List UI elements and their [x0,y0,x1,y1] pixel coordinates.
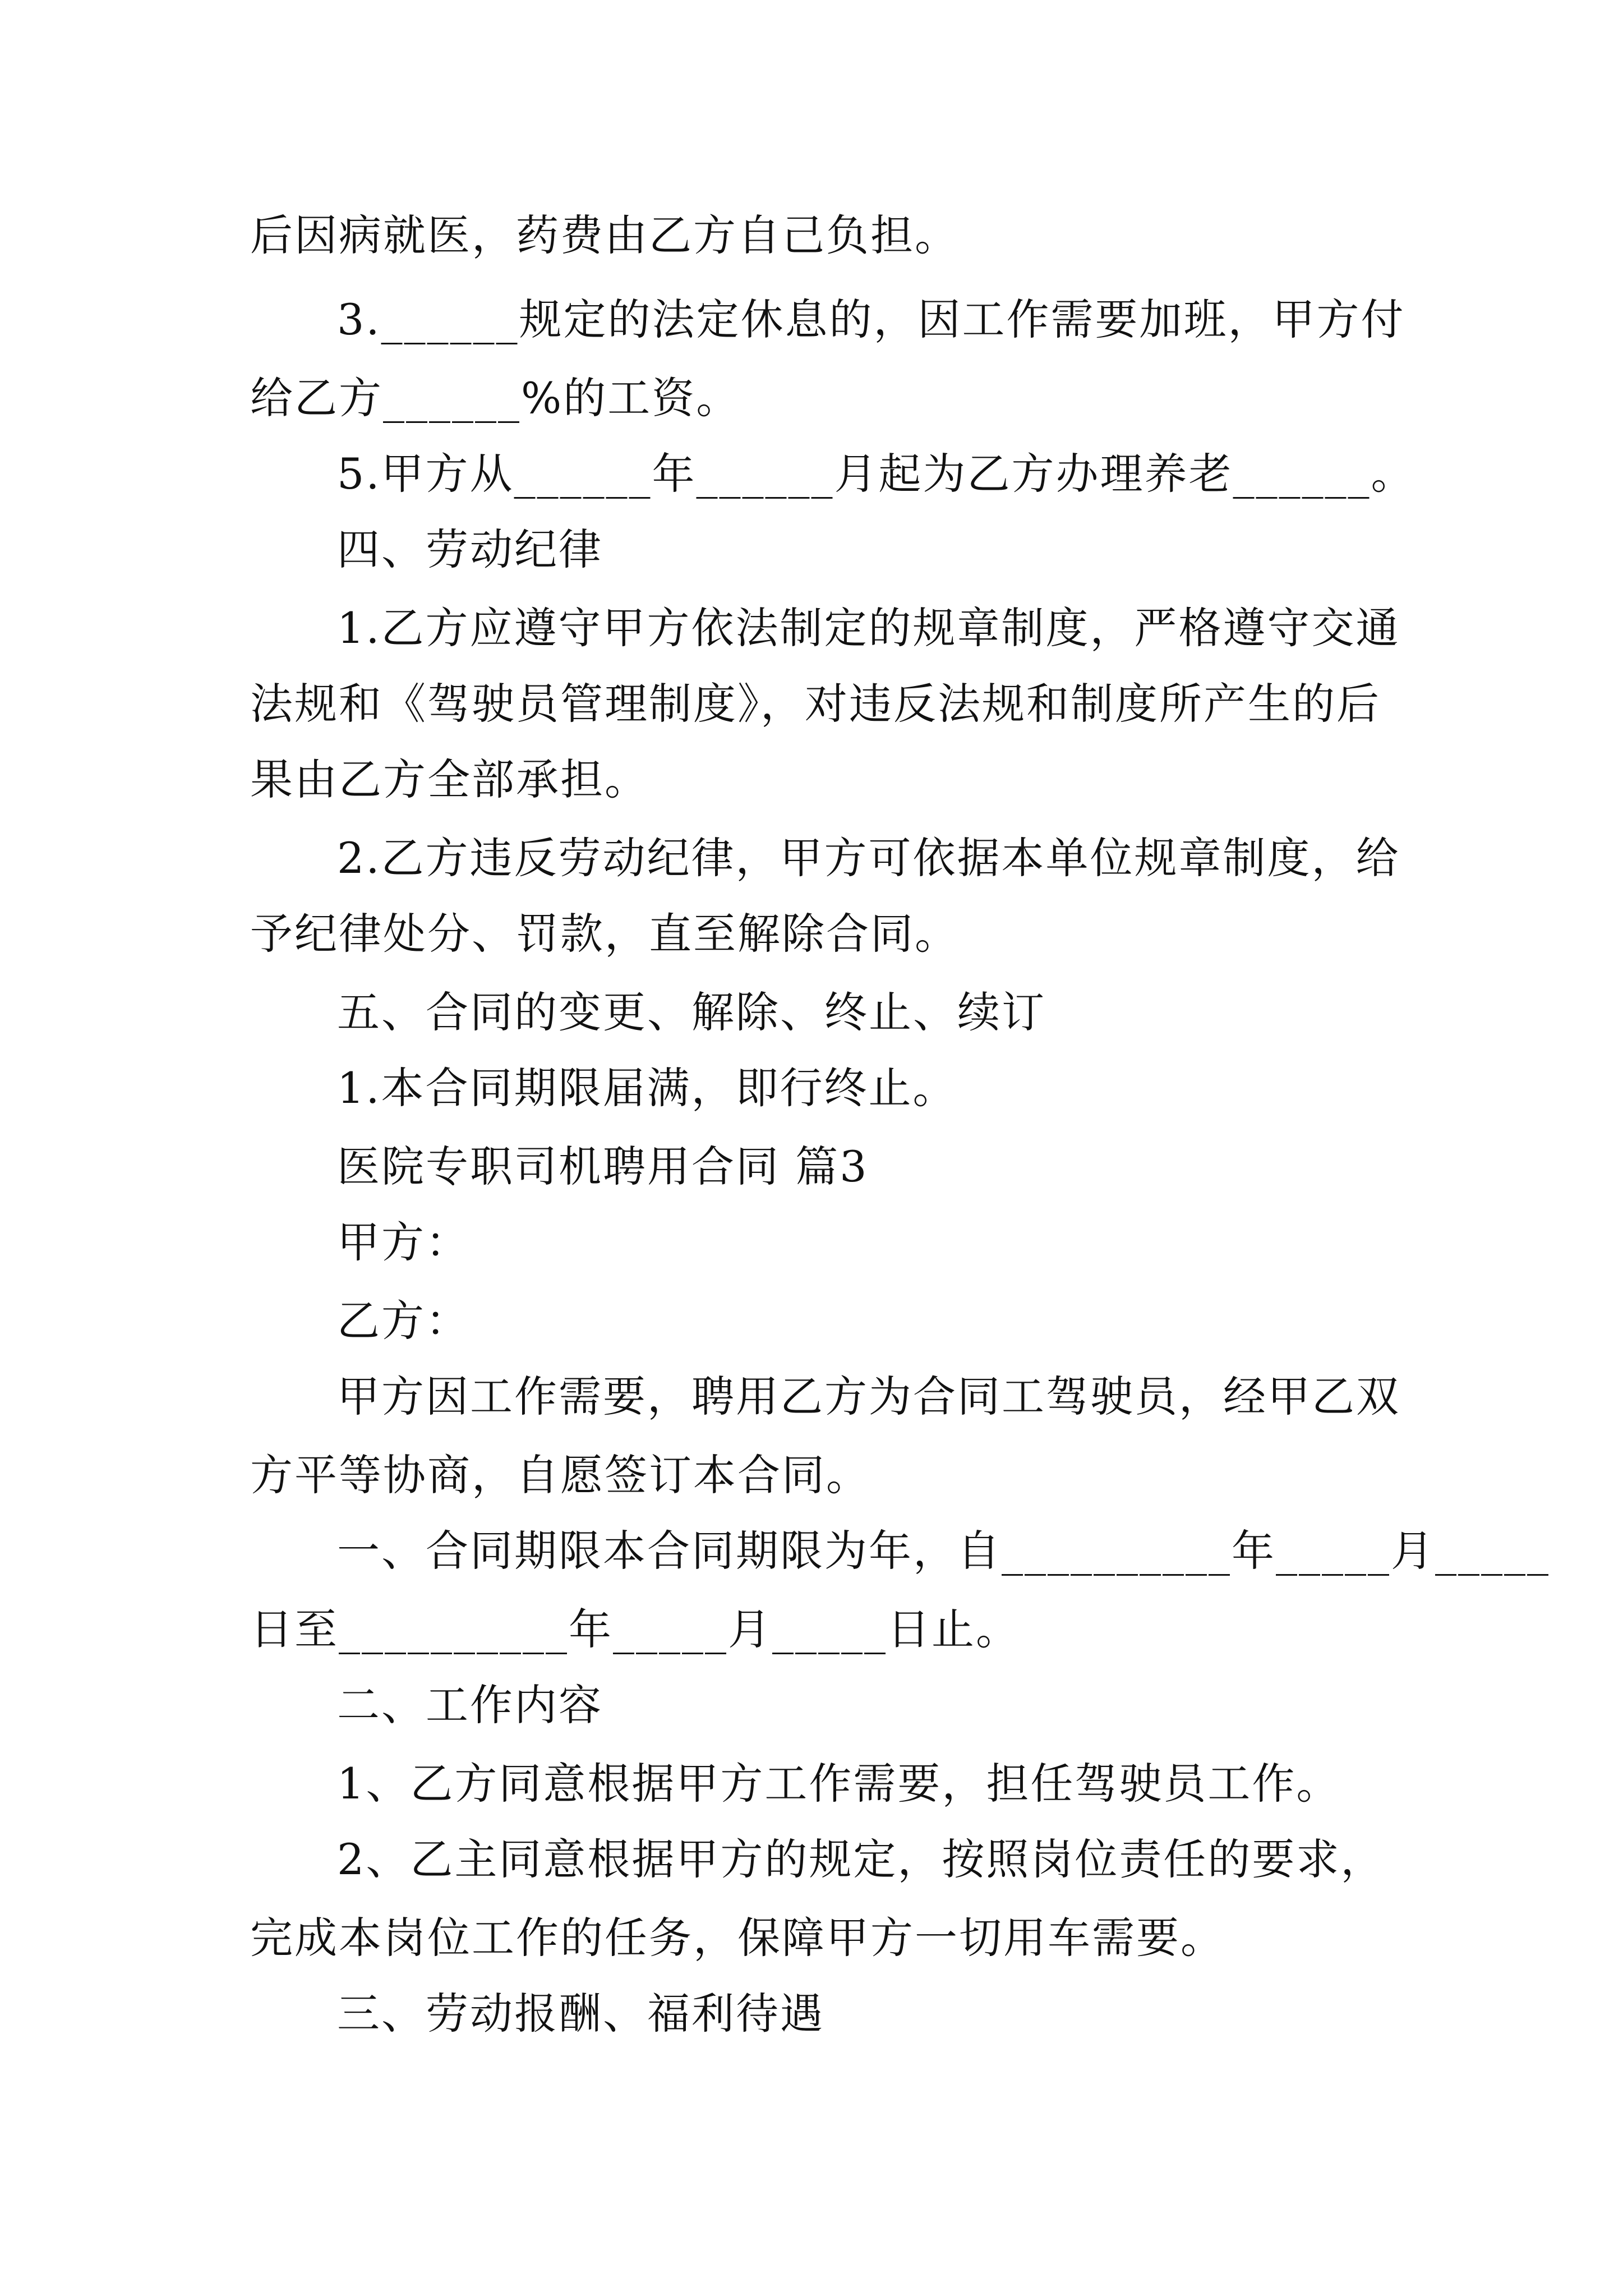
party-b-label: 乙方： [337,1296,470,1346]
section-heading: 四、劳动纪律 [337,524,603,574]
paragraph-line: 2.乙方违反劳动纪律，甲方可依据本单位规章制度，给 [337,833,1400,883]
section-heading: 三、劳动报酬、福利待遇 [337,1989,824,2039]
paragraph-line: 后因病就医，药费由乙方自己负担。 [250,210,959,260]
paragraph-line: 2、乙主同意根据甲方的规定，按照岗位责任的要求， [337,1834,1385,1884]
paragraph-line: 予纪律处分、罚款，直至解除合同。 [250,909,959,959]
section-heading: 二、工作内容 [337,1680,603,1730]
paragraph-line: 给乙方______%的工资。 [250,373,741,423]
section-heading: 五、合同的变更、解除、终止、续订 [337,987,1046,1037]
paragraph-line: 果由乙方全部承担。 [250,754,649,804]
paragraph-line: 3.______规定的法定休息的，因工作需要加班，甲方付 [337,295,1405,344]
paragraph-line: 甲方因工作需要，聘用乙方为合同工驾驶员，经甲乙双 [337,1372,1400,1421]
paragraph-line: 法规和《驾驶员管理制度》，对违反法规和制度所产生的后 [250,679,1381,729]
paragraph-line: 完成本岗位工作的任务，保障甲方一切用车需要。 [250,1913,1225,1963]
paragraph-line: 一、合同期限本合同期限为年，自__________年_____月_____ [337,1526,1550,1576]
contract-title: 医院专职司机聘用合同 篇3 [337,1142,869,1191]
paragraph-line: 日至__________年_____月_____日止。 [250,1604,1020,1654]
paragraph-line: 方平等协商，自愿签订本合同。 [250,1450,870,1500]
paragraph-line: 1、乙方同意根据甲方工作需要，担任驾驶员工作。 [337,1759,1341,1809]
party-a-label: 甲方： [337,1217,470,1267]
paragraph-line: 1.乙方应遵守甲方依法制定的规章制度，严格遵守交通 [337,603,1400,653]
paragraph-line: 1.本合同期限届满，即行终止。 [337,1063,957,1113]
paragraph-line: 5.甲方从______年______月起为乙方办理养老______。 [337,449,1415,499]
